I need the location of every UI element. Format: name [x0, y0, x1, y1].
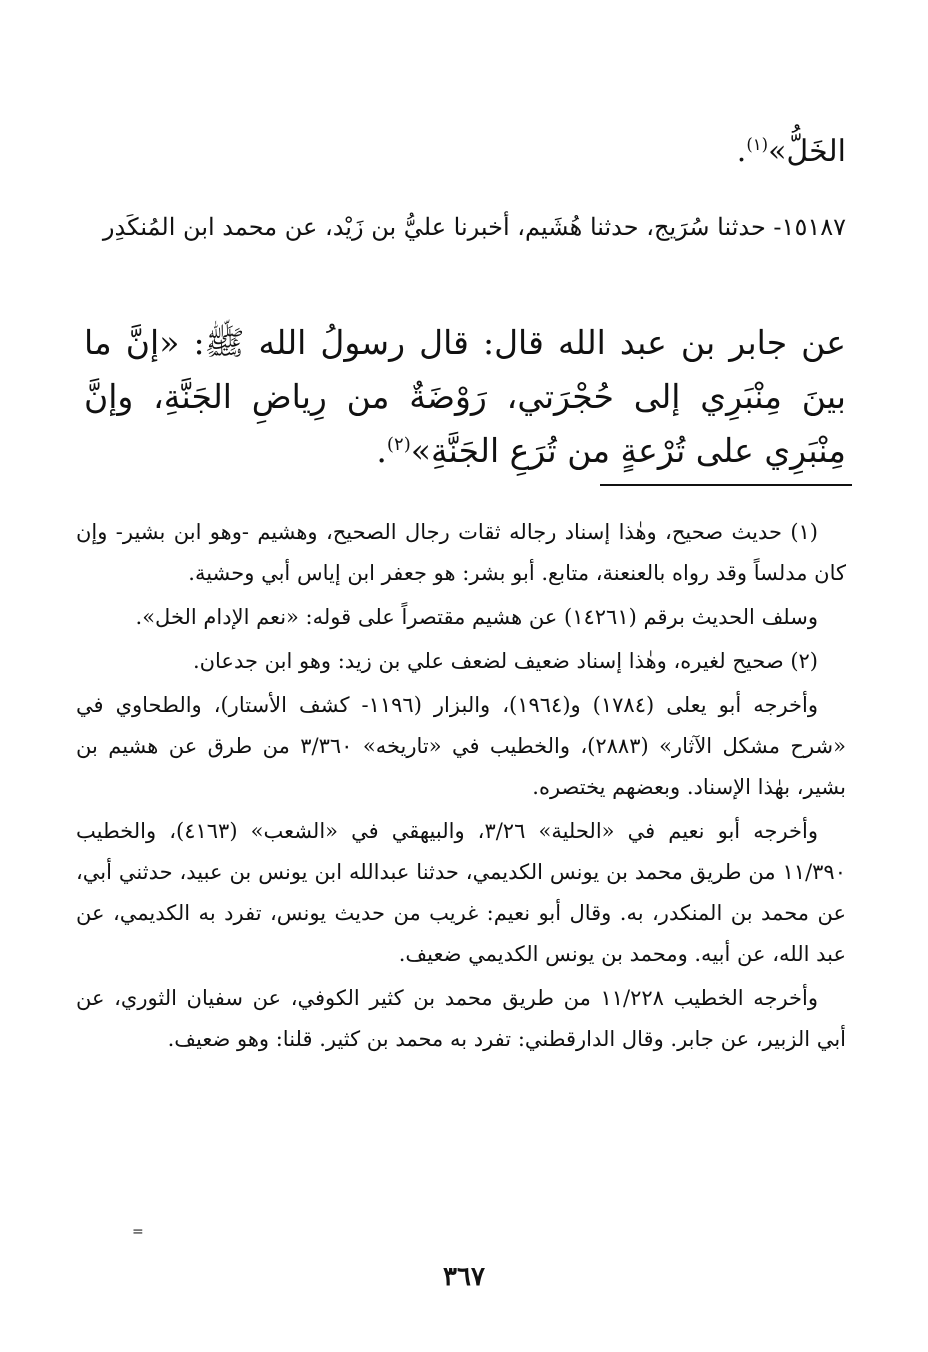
- hadith-matn-text: عن جابر بن عبد الله قال: قال رسولُ الله ﷺ: «إنَّ ما بينَ مِنْبَرِي إلى حُجْرَتي، رَوْضَةٌ من رِياضِ الجَنَّةِ، وإنَّ مِنْبَرِي على تُرْعةٍ من تُرَعِ الجَنَّةِ»: [84, 323, 846, 470]
- footnote-2-sources: وأخرجه أبو يعلى (١٧٨٤) و(١٩٦٤)، والبزار (١١٩٦- كشف الأستار)، والطحاوي في «شرح مشكل الآثار» (٢٨٨٣)، والخطيب في «تاريخه» ٣/٣٦٠ من طرق عن هشيم بن بشير، بهٰذا الإسناد. وبعضهم يختصره.: [76, 693, 846, 799]
- footnote-1-continued: وسلف الحديث برقم (١٤٢٦١) عن هشيم مقتصراً على قوله: «نعم الإدام الخل».: [135, 605, 818, 629]
- footnote-ref-2: (٢): [386, 434, 411, 455]
- footnote-ref-1: (١): [746, 135, 769, 154]
- page-number: ٣٦٧: [443, 1262, 485, 1292]
- footnote-separator: [600, 484, 852, 486]
- footnotes-section: [76, 512, 846, 1063]
- period: .: [376, 431, 387, 470]
- hadith-matn: [84, 316, 846, 478]
- footnote-2-abu-nuaym: وأخرجه أبو نعيم في «الحلية» ٣/٢٦، والبيهقي في «الشعب» (٤١٦٣)، والخطيب ١١/٣٩٠ من طريق محمد بن يونس الكديمي، حدثنا عبدالله ابن يونس بن عبيد، حدثني أبي، عن محمد بن المنكدر، به. وقال أبو نعيم: غريب من حديث يونس، تفرد به الكديمي، عن عبد الله، عن أبيه. ومحمد بن يونس الكديمي ضعيف.: [76, 819, 846, 966]
- footnote-2-khatib: وأخرجه الخطيب ١١/٢٢٨ من طريق محمد بن كثير الكوفي، عن سفيان الثوري، عن أبي الزبير، عن جابر. وقال الدارقطني: تفرد به محمد بن كثير. قلنا: وهو ضعيف.: [76, 986, 846, 1051]
- hadith-isnad: ١٥١٨٧- حدثنا سُرَيج، حدثنا هُشَيم، أخبرنا عليُّ بن زَيْد، عن محمد ابن المُنكَدِر: [102, 213, 846, 241]
- period: .: [736, 134, 747, 169]
- footnote-1: (١) حديث صحيح، وهٰذا إسناد رجاله ثقات رجال الصحيح، وهشيم -وهو ابن بشير- وإن كان مدلساً وقد رواه بالعنعنة، متابع. أبو بشر: هو جعفر ابن إياس أبي وحشية.: [76, 520, 846, 585]
- continued-hadith-ending: [106, 128, 846, 176]
- continued-text: الخَلُّ»: [768, 134, 846, 169]
- continuation-mark: =: [132, 1224, 144, 1240]
- footnote-2: (٢) صحيح لغيره، وهٰذا إسناد ضعيف لضعف علي بن زيد: وهو ابن جدعان.: [192, 649, 818, 673]
